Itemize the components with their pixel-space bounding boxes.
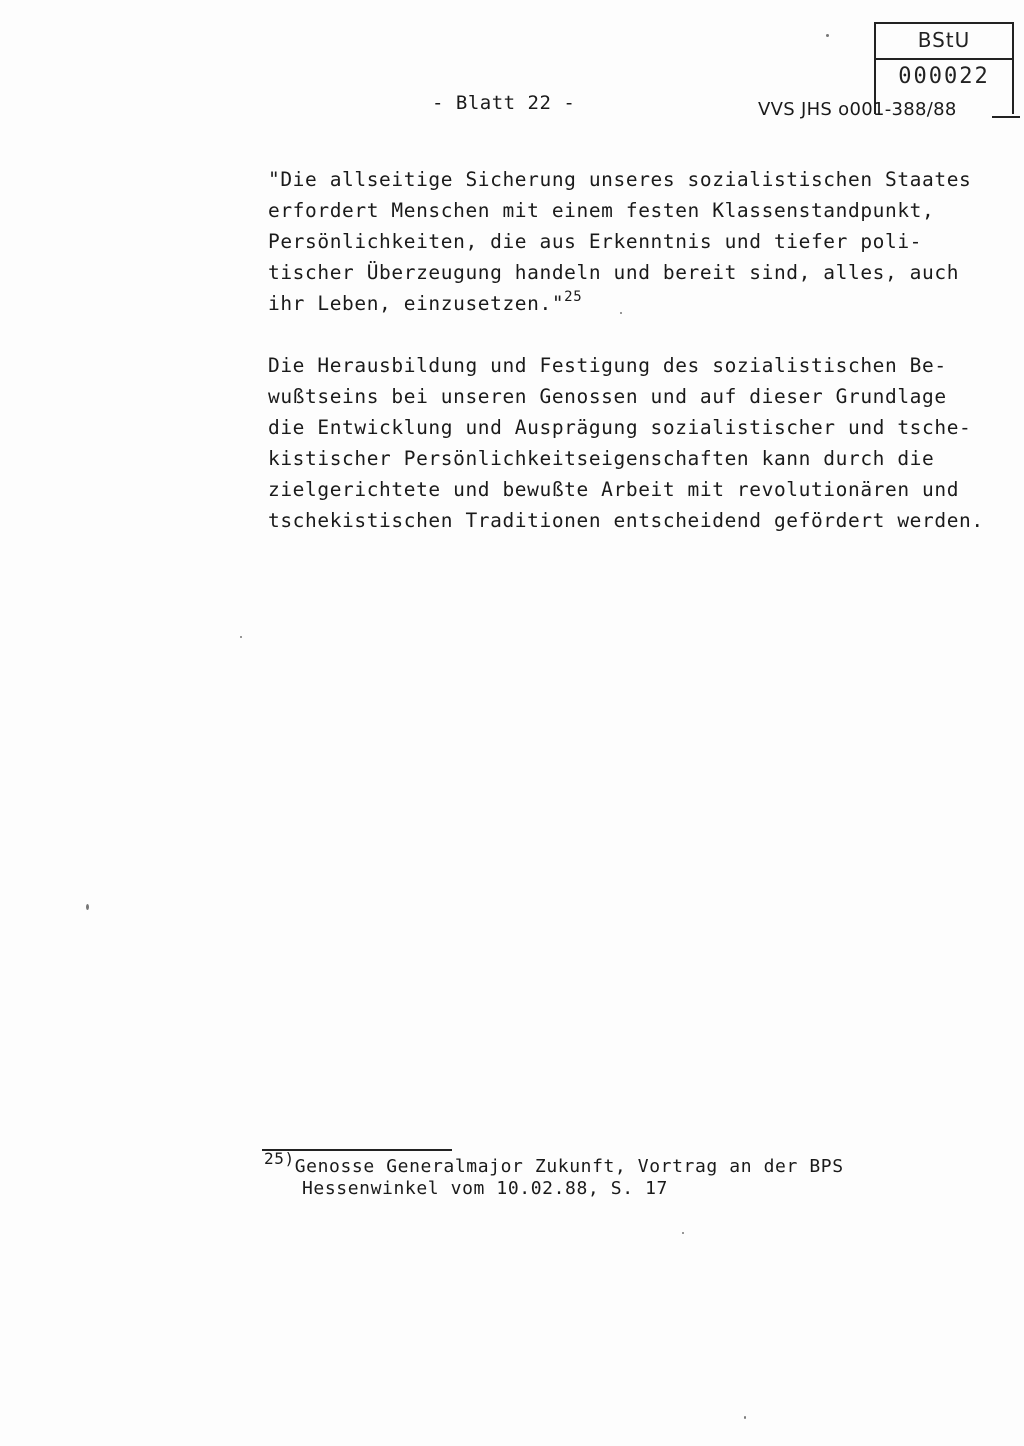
stamp-number: 000022: [898, 64, 990, 89]
scan-speck: [620, 312, 622, 314]
text-line: die Entwicklung und Ausprägung sozialistischer und tsche-: [268, 416, 972, 439]
paragraph-body: [268, 350, 984, 536]
scan-speck: [744, 1416, 746, 1419]
paragraph-quote: [268, 164, 971, 322]
text-line: wußtseins bei unseren Genossen und auf dieser Grundlage: [268, 385, 947, 408]
stamp-divider: [876, 58, 1012, 60]
text-line: kistischer Persönlichkeitseigenschaften kann durch die: [268, 447, 935, 470]
reference-underline: [992, 116, 1020, 118]
document-reference: VVS JHS o001-388/88: [758, 99, 957, 120]
text-line-last: [268, 288, 971, 322]
stamp-name: BStU: [917, 28, 971, 52]
footnote: [264, 1149, 844, 1200]
footnote-marker: 25): [264, 1149, 295, 1168]
text-line: Die Herausbildung und Festigung des sozialistischen Be-: [268, 354, 947, 377]
text-line: Persönlichkeiten, die aus Erkenntnis und tiefer poli-: [268, 230, 923, 253]
text-line: erfordert Menschen mit einem festen Klassenstandpunkt,: [268, 199, 935, 222]
footnote-text: Genosse Generalmajor Zukunft, Vortrag an der BPS: [294, 1156, 844, 1177]
footnote-reference: 25: [564, 289, 583, 305]
text-line: tschekistischen Traditionen entscheidend gefördert werden.: [268, 509, 984, 532]
text-line: "Die allseitige Sicherung unseres sozialistischen Staates: [268, 168, 972, 191]
footnote-text: Hessenwinkel vom 10.02.88, S. 17: [302, 1178, 668, 1199]
text-line: zielgerichtete und bewußte Arbeit mit revolutionären und: [268, 478, 960, 501]
scan-speck: [682, 1232, 684, 1234]
scan-speck: [826, 34, 829, 37]
scan-speck: [86, 904, 89, 910]
text-line: ihr Leben, einzusetzen.": [268, 292, 565, 315]
footnote-first-line: [264, 1149, 844, 1178]
text-line: tischer Überzeugung handeln und bereit sind, alles, auch: [268, 261, 960, 284]
page-number-label: - Blatt 22 -: [432, 92, 576, 114]
scan-speck: [240, 636, 242, 638]
